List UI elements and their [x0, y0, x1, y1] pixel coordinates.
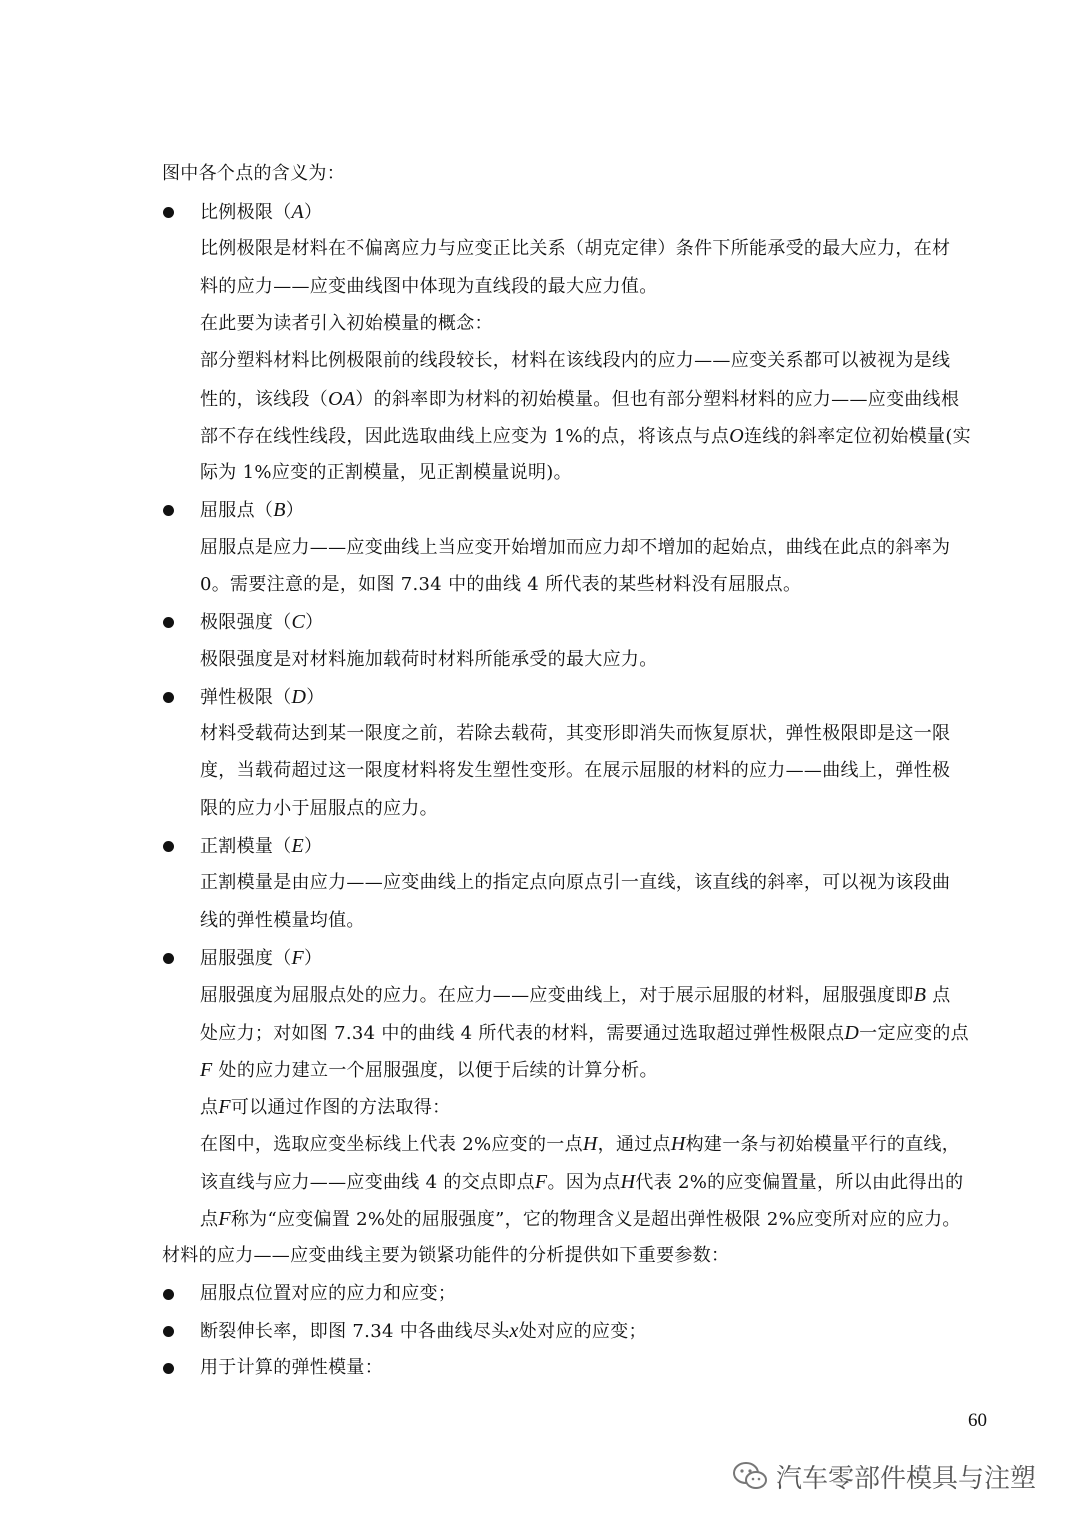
math-symbol: F	[291, 947, 305, 969]
param-item	[200, 1281, 456, 1307]
body-line	[200, 1131, 960, 1158]
text-run: 性的，该线段（	[200, 389, 329, 410]
text-run: 部不存在线性线段，因此选取曲线上应变为 1%的点，将该点与点	[200, 426, 730, 447]
text-run: 屈服点位置对应的应力和应变；	[200, 1283, 457, 1304]
math-symbol: F	[534, 1171, 548, 1193]
bullet-icon	[163, 207, 174, 218]
body-line	[200, 535, 950, 561]
text-run: 比例极限是材料在不偏离应力与应变正比关系（胡克定律）条件下所能承受的最大应力，在材	[200, 238, 951, 259]
body-line	[200, 460, 572, 486]
body-line	[200, 721, 950, 747]
heading-text: 正割模量（	[200, 836, 292, 857]
text-run: 限的应力小于屈服点的应力。	[200, 798, 438, 819]
math-symbol: F	[218, 1096, 231, 1118]
text-run: 一定应变的点	[859, 1023, 969, 1044]
body-line	[200, 796, 438, 822]
text-run: 0。需要注意的是，如图 7.34 中的曲线 4 所代表的某些材料没有屈服点。	[200, 574, 802, 595]
math-symbol: F	[218, 1208, 231, 1230]
watermark	[732, 1456, 1036, 1496]
math-symbol: D	[844, 1022, 860, 1044]
math-symbol: D	[291, 686, 307, 708]
math-symbol: H	[670, 1133, 686, 1155]
text-run: 该直线与应力——应变曲线 4 的交点即点	[200, 1172, 535, 1193]
text-run: 屈服强度为屈服点处的应力。在应力——应变曲线上，对于展示屈服的材料，屈服强度即	[200, 985, 914, 1006]
body-line	[200, 386, 959, 413]
text-run: 点	[200, 1097, 219, 1118]
text-run: 用于计算的弹性模量：	[200, 1357, 383, 1378]
text-run: 极限强度是对材料施加载荷时材料所能承受的最大应力。	[200, 649, 658, 670]
heading-text: ）	[285, 500, 305, 521]
text-run: 材料受载荷达到某一限度之前，若除去载荷，其变形即消失而恢复原状，弹性极限即是这一限	[200, 723, 951, 744]
bullet-icon	[163, 841, 174, 852]
text-run: 度，当载荷超过这一限度材料将发生塑性变形。在展示屈服的材料的应力——曲线上，弹性极	[200, 760, 951, 781]
body-line	[200, 236, 950, 262]
text-run: 在图中，选取应变坐标线上代表 2%应变的一点	[200, 1134, 583, 1155]
item-heading	[200, 497, 304, 524]
heading-text: 屈服点（	[200, 500, 274, 521]
text-run: 称为“应变偏置 2%处的屈服强度”，它的物理含义是超出弹性极限 2%应变所对应的应力。	[230, 1209, 961, 1230]
math-symbol: O	[729, 425, 745, 447]
math-symbol: B	[913, 984, 927, 1006]
text-run: 正割模量是由应力——应变曲线上的指定点向原点引一直线，该直线的斜率，可以视为该段曲	[200, 872, 951, 893]
math-symbol: B	[273, 499, 286, 521]
bullet-icon	[163, 1326, 174, 1337]
text-run: 际为 1%应变的正割模量，见正割模量说明)。	[200, 462, 572, 483]
item-heading	[200, 684, 325, 711]
heading-text: 比例极限（	[200, 202, 292, 223]
text-run: 点	[926, 985, 951, 1006]
text-run: 。因为点	[547, 1172, 621, 1193]
body-line	[200, 1020, 969, 1047]
body-line	[200, 274, 658, 300]
text-run: 构建一条与初始模量平行的直线，	[685, 1134, 961, 1155]
bullet-icon	[163, 1289, 174, 1300]
text-run: 处的应力建立一个屈服强度，以便于后续的计算分析。	[212, 1060, 658, 1081]
math-symbol: H	[582, 1133, 598, 1155]
math-symbol: x	[509, 1320, 519, 1342]
param-item	[200, 1355, 383, 1381]
intro-text: 图中各个点的含义为：	[162, 163, 345, 184]
item-heading	[200, 199, 322, 226]
body-line	[200, 348, 950, 374]
body-line	[200, 1169, 963, 1196]
item-heading	[200, 609, 323, 636]
text-run: 屈服点是应力——应变曲线上当应变开始增加而应力却不增加的起始点，曲线在此点的斜率为	[200, 537, 951, 558]
body-line	[200, 1094, 450, 1121]
heading-text: ）	[304, 836, 323, 857]
bullet-icon	[163, 953, 174, 964]
math-symbol: E	[291, 835, 305, 857]
heading-text: ）	[305, 612, 324, 633]
body-line	[200, 758, 950, 784]
math-symbol: OA	[328, 388, 356, 410]
body-line	[200, 870, 950, 896]
heading-text: 极限强度（	[200, 612, 292, 633]
body-line	[200, 1057, 658, 1084]
body-line	[200, 647, 658, 673]
bullet-icon	[163, 1363, 174, 1374]
text-run: 断裂伸长率，即图 7.34 中各曲线尽头	[200, 1321, 510, 1342]
math-symbol: C	[291, 611, 306, 633]
text-run: 连线的斜率定位初始模量(实	[744, 426, 971, 447]
text-run: 线的弹性模量均值。	[200, 910, 365, 931]
text-run: 处应力；对如图 7.34 中的曲线 4 所代表的材料，需要通过选取超过弹性极限点	[200, 1023, 845, 1044]
bullet-icon	[163, 505, 174, 516]
body-line	[200, 572, 801, 598]
heading-text: 屈服强度（	[200, 948, 292, 969]
math-symbol: F	[200, 1059, 213, 1081]
heading-text: ）	[306, 687, 325, 708]
item-heading	[200, 833, 322, 860]
body-line	[200, 982, 951, 1009]
text-run: 点	[200, 1209, 219, 1230]
heading-text: ）	[304, 948, 323, 969]
param-item	[200, 1318, 647, 1345]
text-run: ）的斜率即为材料的初始模量。但也有部分塑料材料的应力——应变曲线根	[355, 389, 960, 410]
bullet-icon	[163, 617, 174, 628]
text-run: 在此要为读者引入初始模量的概念：	[200, 313, 493, 334]
bullet-icon	[163, 692, 174, 703]
text-run: 部分塑料材料比例极限前的线段较长，材料在该线段内的应力——应变关系都可以被视为是线	[200, 350, 951, 371]
item-heading	[200, 945, 322, 972]
wechat-icon	[732, 1461, 768, 1491]
text-run: 代表 2%的应变偏置量，所以由此得出的	[635, 1172, 964, 1193]
math-symbol: H	[620, 1171, 636, 1193]
body-line	[200, 908, 365, 934]
body-line	[200, 423, 971, 450]
text-run: 料的应力——应变曲线图中体现为直线段的最大应力值。	[200, 276, 658, 297]
text-run: 可以通过作图的方法取得：	[230, 1097, 451, 1118]
body-line	[200, 311, 493, 337]
heading-text: ）	[304, 202, 323, 223]
page-number: 60	[968, 1410, 987, 1431]
body-line	[200, 1206, 961, 1233]
heading-text: 弹性极限（	[200, 687, 292, 708]
text-run: ，通过点	[597, 1134, 671, 1155]
math-symbol: A	[291, 201, 305, 223]
text-run: 处对应的应变；	[518, 1321, 647, 1342]
summary-text: 材料的应力——应变曲线主要为锁紧功能件的分析提供如下重要参数：	[162, 1245, 730, 1266]
watermark-text: 汽车零部件模具与注塑	[776, 1463, 1037, 1494]
